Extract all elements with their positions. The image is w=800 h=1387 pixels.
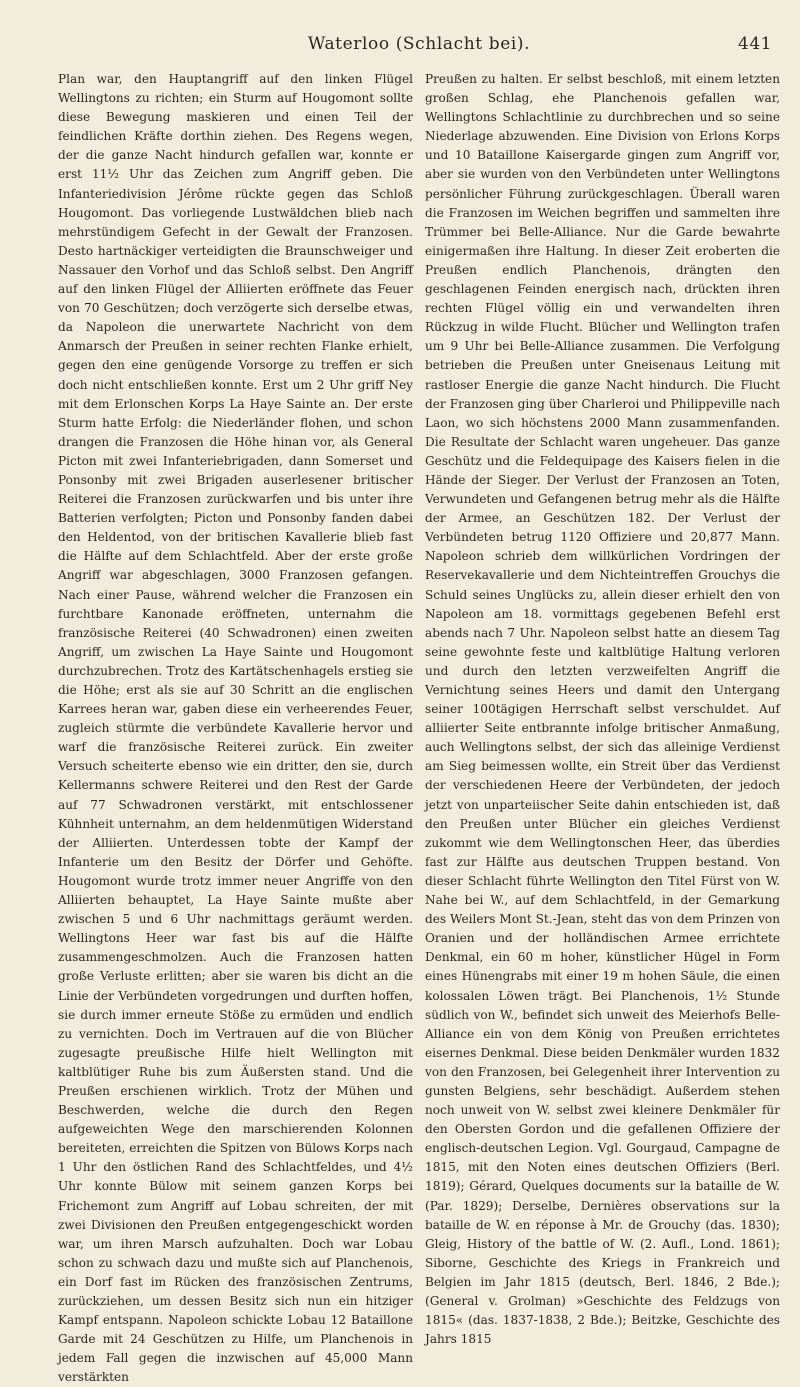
right-column	[425, 70, 780, 1387]
page-number: 441	[738, 34, 772, 54]
running-head	[58, 34, 780, 64]
left-column-text: Plan war, den Hauptangriff auf den linken Flügel Wellingtons zu richten; ein Sturm auf Hougomont sollte diese Bewegung maskieren und einen Teil der feindlichen Kräfte dorthin ziehen. Des Regens wegen, der die ganze Nacht hindurch gefallen war, konnte er erst 11½ Uhr das Zeichen zum Angriff geben. Die Infanteriedivision Jérôme rückte gegen das Schloß Hougomont. Das vorliegende Lustwäldchen blieb nach mehrstündigem Gefecht in der Gewalt der Franzosen. Desto hartnäckiger verteidigten die Braunschweiger und Nassauer den Vorhof und das Schloß selbst. Den Angriff auf den linken Flügel der Alliierten eröffnete das Feuer von 70 Geschützen; doch verzögerte sich derselbe etwas, da Napoleon die unerwartete Nachricht von dem Anmarsch der Preußen in seiner rechten Flanke erhielt, gegen den eine genügende Vorsorge zu treffen er sich doch nicht entschließen konnte. Erst um 2 Uhr griff Ney mit dem Erlonschen Korps La Haye Sainte an. Der erste Sturm hatte Erfolg: die Niederländer flohen, und schon drangen die Franzosen die Höhe hinan vor, als General Picton mit zwei Infanteriebrigaden, dann Somerset und Ponsonby mit zwei Brigaden auserlesener britischer Reiterei die Franzosen zurückwarfen und bis unter ihre Batterien verfolgten; Picton und Ponsonby fanden dabei den Heldentod, von der britischen Kavallerie blieb fast die Hälfte auf dem Schlachtfeld. Aber der erste große Angriff war abgeschlagen, 3000 Franzosen gefangen. Nach einer Pause, während welcher die Franzosen ein furchtbare Kanonade eröffneten, unternahm die französische Reiterei (40 Schwadronen) einen zweiten Angriff, um zwischen La Haye Sainte und Hougomont durchzubrechen. Trotz des Kartätschenhagels erstieg sie die Höhe; erst als sie auf 30 Schritt an die englischen Karrees heran war, gaben diese ein verheerendes Feuer, zugleich stürmte die verbündete Kavallerie hervor und warf die französische Reiterei zurück. Ein zweiter Versuch scheiterte ebenso wie ein dritter, den sie, durch Kellermanns schwere Reiterei und den Rest der Garde auf 77 Schwadronen verstärkt, mit entschlossener Kühnheit unternahm, an dem heldenmütigen Widerstand der Alliierten. Unterdessen tobte der Kampf der Infanterie um den Besitz der Dörfer und Gehöfte. Hougomont wurde trotz immer neuer Angriffe von den Alliierten behauptet, La Haye Sainte mußte aber zwischen 5 und 6 Uhr nachmittags geräumt werden. Wellingtons Heer war fast bis auf die Hälfte zusammengeschmolzen. Auch die Franzosen hatten große Verluste erlitten; aber sie waren bis dicht an die Linie der Verbündeten vorgedrungen und durften hoffen, sie durch immer erneute Stöße zu ermüden und endlich zu vernichten. Doch im Vertrauen auf die von Blücher zugesagte preußische Hilfe hielt Wellington mit kaltblütiger Ruhe bis zum Äußersten stand. Und die Preußen erschienen wirklich. Trotz der Mühen und Beschwerden, welche die durch den Regen aufgeweichten Wege den marschierenden Kolonnen bereiteten, erreichten die Spitzen von Bülows Korps nach 1 Uhr den östlichen Rand des Schlachtfeldes, und 4½ Uhr konnte Bülow mit seinem ganzen Korps bei Frichemont zum Angriff auf Lobau schreiten, der mit zwei Divisionen den Preußen entgegengeschickt worden war, um ihren Marsch aufzuhalten. Doch war Lobau schon zu schwach dazu und mußte sich auf Planchenois, ein Dorf fast im Rücken des französischen Zentrums, zurückziehen, um dessen Besitz sich nun ein hitziger Kampf entspann. Napoleon schickte Lobau 12 Bataillone Garde mit 24 Geschützen zu Hilfe, um Planchenois in jedem Fall gegen die inzwischen auf 45,000 Mann verstärkten	[58, 72, 413, 1385]
running-title: Waterloo (Schlacht bei).	[307, 34, 531, 54]
text-columns	[58, 70, 780, 1387]
right-column-text: Preußen zu halten. Er selbst beschloß, mit einem letzten großen Schlag, ehe Planchenois gefallen war, Wellingtons Schlachtlinie zu durchbrechen und so seine Niederlage abzuwenden. Eine Division von Erlons Korps und 10 Bataillone Kaisergarde gingen zum Angriff vor, aber sie wurden von den Verbündeten unter Wellingtons persönlicher Führung zurückgeschlagen. Überall waren die Franzosen im Weichen begriffen und sammelten ihre Trümmer bei Belle-Alliance. Nur die Garde bewahrte einigermaßen ihre Haltung. In dieser Zeit eroberten die Preußen endlich Planchenois, drängten den geschlagenen Feinden energisch nach, drückten ihren rechten Flügel völlig ein und verwandelten ihren Rückzug in wilde Flucht. Blücher und Wellington trafen um 9 Uhr bei Belle-Alliance zusammen. Die Verfolgung betrieben die Preußen unter Gneisenaus Leitung mit rastloser Energie die ganze Nacht hindurch. Die Flucht der Franzosen ging über Charleroi und Philippeville nach Laon, wo sich höchstens 2000 Mann zusammenfanden. Die Resultate der Schlacht waren ungeheuer. Das ganze Geschütz und die Feldequipage des Kaisers fielen in die Hände der Sieger. Der Verlust der Franzosen an Toten, Verwundeten und Gefangenen betrug mehr als die Hälfte der Armee, an Geschützen 182. Der Verlust der Verbündeten betrug 1120 Offiziere und 20,877 Mann. Napoleon schrieb dem willkürlichen Vordringen der Reservekavallerie und dem Nichteintreffen Grouchys die Schuld seines Unglücks zu, allein dieser erhielt den von Napoleon am 18. vormittags gegebenen Befehl erst abends nach 7 Uhr. Napoleon selbst hatte an diesem Tag seine gewohnte feste und kaltblütige Haltung verloren und durch den letzten verzweifelten Angriff die Vernichtung seines Heers und damit den Untergang seiner 100tägigen Herrschaft selbst verschuldet. Auf alliierter Seite entbrannte infolge britischer Anmaßung, auch Wellingtons selbst, der sich das alleinige Verdienst am Sieg beimessen wollte, ein Streit über das Verdienst der verschiedenen Heere der Verbündeten, der jedoch jetzt von unparteiischer Seite dahin entschieden ist, daß den Preußen unter Blücher ein gleiches Verdienst zukommt wie dem Wellingtonschen Heer, das überdies fast zur Hälfte aus deutschen Truppen bestand. Von dieser Schlacht führte Wellington den Titel Fürst von W. Nahe bei W., auf dem Schlachtfeld, in der Gemarkung des Weilers Mont St.-Jean, steht das von dem Prinzen von Oranien und der holländischen Armee errichtete Denkmal, ein 60 m hoher, künstlicher Hügel in Form eines Hünengrabs mit einer 19 m hohen Säule, die einen kolossalen Löwen trägt. Bei Planchenois, 1½ Stunde südlich von W., befindet sich unweit des Meierhofs Belle-Alliance ein von dem König von Preußen errichtetes eisernes Denkmal. Diese beiden Denkmäler wurden 1832 von den Franzosen, bei Gelegenheit ihrer Intervention zu gunsten Belgiens, sehr beschädigt. Außerdem stehen noch unweit von W. selbst zwei kleinere Denkmäler für den Obersten Gordon und die gefallenen Offiziere der englisch-deutschen Legion. Vgl. Gourgaud, Campagne de 1815, mit den Noten eines deutschen Offiziers (Berl. 1819); Gérard, Quelques documents sur la bataille de W. (Par. 1829); Derselbe, Dernières observations sur la bataille de W. en réponse à Mr. de Grouchy (das. 1830); Gleig, History of the battle of W. (2. Aufl., Lond. 1861); Siborne, Geschichte des Kriegs in Frankreich und Belgien im Jahr 1815 (deutsch, Berl. 1846, 2 Bde.); (General v. Grolman) »Geschichte des Feldzugs von 1815« (das. 1837-1838, 2 Bde.); Beitzke, Geschichte des Jahrs 1815	[425, 72, 780, 1347]
left-column	[58, 70, 413, 1387]
